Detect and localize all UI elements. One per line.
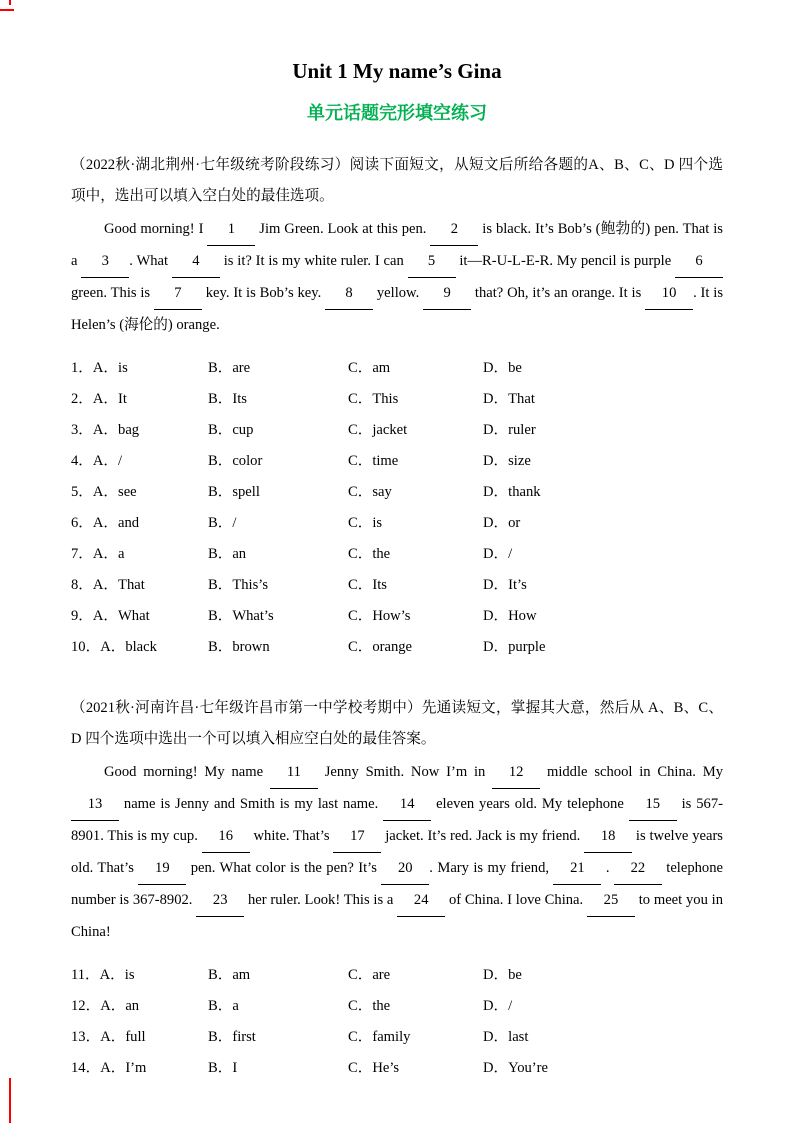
cloze-blank-21: 21 — [553, 853, 601, 885]
question-3-option-C: C．jacket — [348, 422, 408, 438]
question-6-option-B: B．/ — [208, 515, 237, 531]
question-9-option-A: 9．A．What — [71, 608, 150, 624]
cloze-blank-11: 11 — [270, 757, 318, 789]
question-12-option-A: 12．A．an — [71, 998, 140, 1014]
question-1-option-B: B．are — [208, 360, 251, 376]
cloze-blank-12: 12 — [492, 757, 540, 789]
cloze-blank-13: 13 — [71, 789, 119, 821]
question-10-option-D: D．purple — [483, 639, 546, 655]
question-14-option-D: D．You’re — [483, 1060, 549, 1076]
question-4-option-D: D．size — [483, 453, 531, 469]
question-10-option-B: B．brown — [208, 639, 270, 655]
question-14-option-A: 14．A．I’m — [71, 1060, 147, 1076]
question-12-option-B: B．a — [208, 998, 239, 1014]
question-row-12 — [71, 991, 723, 1022]
question-row-11 — [71, 960, 723, 991]
question-row-14 — [71, 1053, 723, 1084]
question-13-option-D: D．last — [483, 1029, 529, 1045]
question-5-option-B: B．spell — [208, 484, 260, 500]
question-row-4 — [71, 446, 723, 477]
question-7-option-B: B．an — [208, 546, 247, 562]
crop-mark-top-left-horizontal — [0, 9, 14, 11]
question-1-option-D: D．be — [483, 360, 522, 376]
question-1-option-C: C．am — [348, 360, 391, 376]
page-subtitle: 单元话题完形填空练习 — [307, 103, 487, 123]
question-4-option-C: C．time — [348, 453, 399, 469]
question-13-option-B: B．first — [208, 1029, 256, 1045]
question-5-option-C: C．say — [348, 484, 392, 500]
question-2-option-A: 2．A．It — [71, 391, 127, 407]
question-10-option-A: 10．A．black — [71, 639, 157, 655]
section2-passage: Good morning! My name 11 Jenny Smith. Now I’m in 12 middle school in China. My 13 name is Jenny and Smith is my last name. 14 eleven years old. My telephone 15 is 567-8901. This is my cup. 16 white. That’s 17 jacket. It’s red. Jack is my friend. 18 is twelve years old. That’s 19 pen. What color is the pen? It’s 20 . Mary is my friend, 21 . 22 telephone number is 367-8902. 23 her ruler. Look! This is a 24 of China. I love China. 25 to meet you in China! — [71, 757, 723, 948]
question-3-option-B: B．cup — [208, 422, 254, 438]
question-11-option-A: 11．A．is — [71, 967, 135, 983]
question-5-option-A: 5．A．see — [71, 484, 137, 500]
cloze-blank-19: 19 — [138, 853, 186, 885]
question-row-9 — [71, 601, 723, 632]
question-2-option-B: B．Its — [208, 391, 247, 407]
question-2-option-C: C．This — [348, 391, 399, 407]
section1-intro: （2022秋·湖北荆州·七年级统考阶段练习）阅读下面短文，从短文后所给各题的A、B、C、D 四个选项中，选出可以填入空白处的最佳选项。 — [71, 157, 723, 204]
question-9-option-D: D．How — [483, 608, 537, 624]
cloze-blank-9: 9 — [423, 278, 471, 310]
section2-intro: （2021秋·河南许昌·七年级许昌市第一中学校考期中）先通读短文，掌握其大意，然后从 A、B、C、D 四个选项中选出一个可以填入相应空白处的最佳答案。 — [71, 700, 723, 747]
cloze-blank-24: 24 — [397, 885, 445, 917]
question-11-option-B: B．am — [208, 967, 251, 983]
question-4-option-B: B．color — [208, 453, 263, 469]
cloze-blank-5: 5 — [408, 246, 456, 278]
question-8-option-D: D．It’s — [483, 577, 527, 593]
question-row-1 — [71, 353, 723, 384]
question-8-option-C: C．Its — [348, 577, 387, 593]
section1-question-list — [71, 353, 723, 663]
cloze-blank-4: 4 — [172, 246, 220, 278]
question-4-option-A: 4．A．/ — [71, 453, 123, 469]
question-13-option-A: 13．A．full — [71, 1029, 146, 1045]
cloze-blank-10: 10 — [645, 278, 693, 310]
question-5-option-D: D．thank — [483, 484, 541, 500]
question-10-option-C: C．orange — [348, 639, 413, 655]
question-row-10 — [71, 632, 723, 663]
section2-question-list — [71, 960, 723, 1084]
question-row-8 — [71, 570, 723, 601]
question-3-option-D: D．ruler — [483, 422, 536, 438]
cloze-blank-20: 20 — [381, 853, 429, 885]
crop-mark-bottom-left-vertical — [9, 1078, 11, 1123]
question-row-6 — [71, 508, 723, 539]
question-7-option-A: 7．A．a — [71, 546, 125, 562]
question-14-option-C: C．He’s — [348, 1060, 400, 1076]
section1-passage: Good morning! I 1 Jim Green. Look at this pen. 2 is black. It’s Bob’s (鲍勃的) pen. That is a 3 . What 4 is it? It is my white ruler. I can 5 it—R-U-L-E-R. My pencil is purple 6 green. This is 7 key. It is Bob’s key. 8 yellow. 9 that? Oh, it’s an orange. It is 10 . It is Helen’s (海伦的) orange. — [71, 214, 723, 341]
question-6-option-D: D．or — [483, 515, 521, 531]
cloze-blank-3: 3 — [81, 246, 129, 278]
question-11-option-C: C．are — [348, 967, 391, 983]
question-row-7 — [71, 539, 723, 570]
cloze-blank-22: 22 — [614, 853, 662, 885]
cloze-blank-2: 2 — [430, 214, 478, 246]
question-9-option-B: B．What’s — [208, 608, 274, 624]
cloze-blank-1: 1 — [207, 214, 255, 246]
cloze-blank-14: 14 — [383, 789, 431, 821]
question-row-5 — [71, 477, 723, 508]
question-row-3 — [71, 415, 723, 446]
question-8-option-B: B．This’s — [208, 577, 269, 593]
crop-mark-top-left-vertical — [9, 0, 11, 5]
question-6-option-A: 6．A．and — [71, 515, 140, 531]
question-12-option-D: D．/ — [483, 998, 513, 1014]
cloze-blank-16: 16 — [202, 821, 250, 853]
question-7-option-C: C．the — [348, 546, 391, 562]
cloze-blank-15: 15 — [629, 789, 677, 821]
question-2-option-D: D．That — [483, 391, 535, 407]
cloze-blank-7: 7 — [154, 278, 202, 310]
question-6-option-C: C．is — [348, 515, 383, 531]
cloze-blank-18: 18 — [584, 821, 632, 853]
question-1-option-A: 1．A．is — [71, 360, 128, 376]
question-7-option-D: D．/ — [483, 546, 513, 562]
question-3-option-A: 3．A．bag — [71, 422, 140, 438]
cloze-blank-6: 6 — [675, 246, 723, 278]
question-9-option-C: C．How’s — [348, 608, 411, 624]
cloze-blank-17: 17 — [333, 821, 381, 853]
question-12-option-C: C．the — [348, 998, 391, 1014]
cloze-blank-25: 25 — [587, 885, 635, 917]
question-8-option-A: 8．A．That — [71, 577, 145, 593]
question-11-option-D: D．be — [483, 967, 522, 983]
question-14-option-B: B．I — [208, 1060, 238, 1076]
question-13-option-C: C．family — [348, 1029, 411, 1045]
question-row-2 — [71, 384, 723, 415]
cloze-blank-23: 23 — [196, 885, 244, 917]
cloze-blank-8: 8 — [325, 278, 373, 310]
page-title: Unit 1 My name’s Gina — [292, 59, 502, 83]
question-row-13 — [71, 1022, 723, 1053]
